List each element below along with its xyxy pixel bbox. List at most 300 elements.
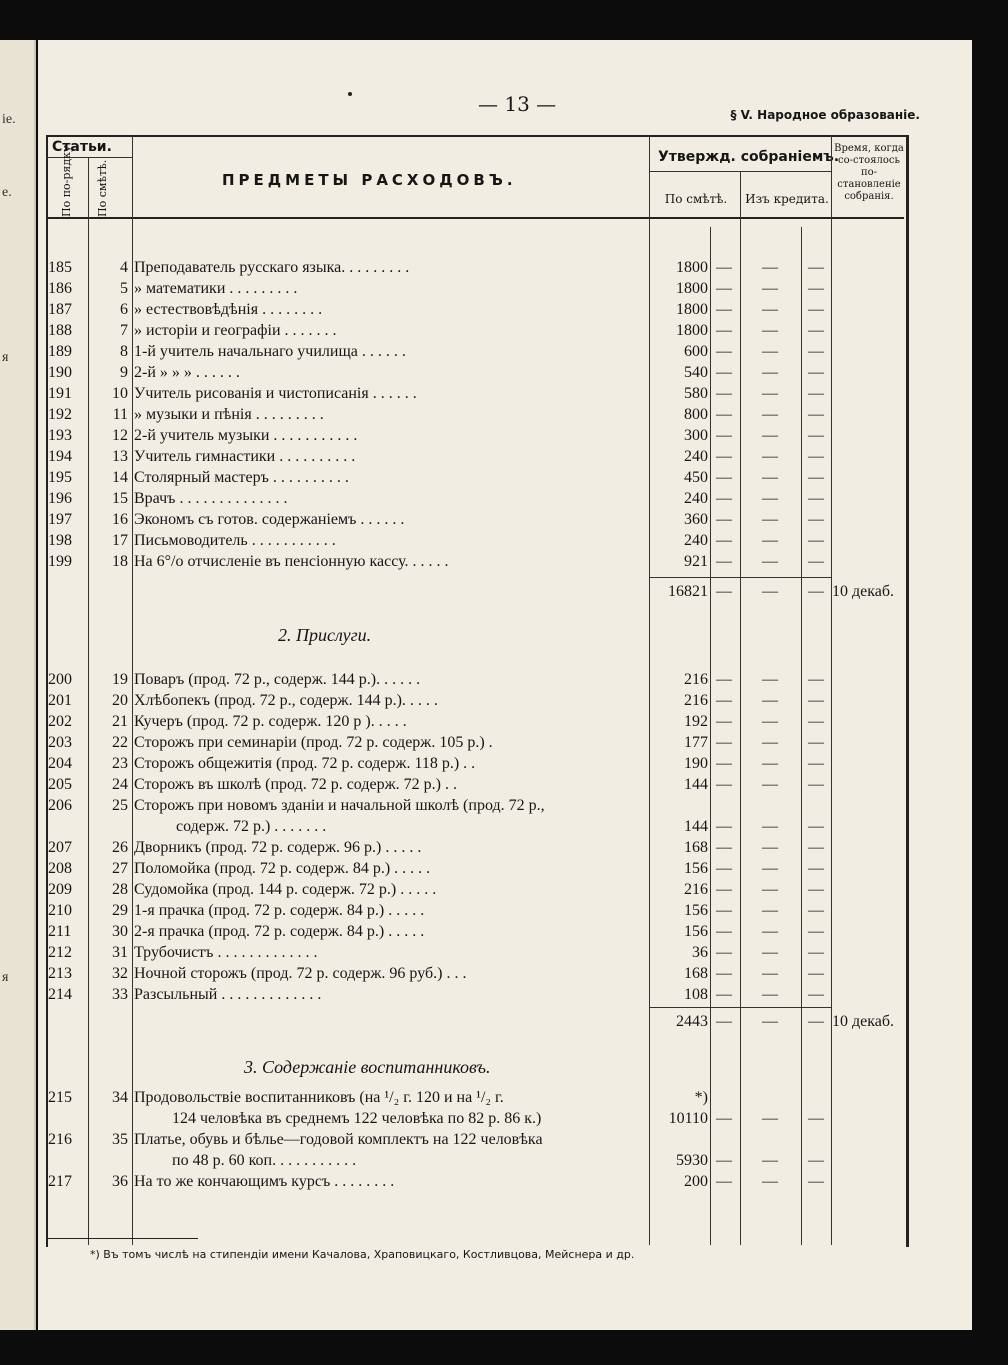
dash: — — [808, 860, 824, 877]
dash: — — [716, 965, 732, 982]
dash: — — [808, 902, 824, 919]
estimate-number: 31 — [112, 944, 128, 961]
amount: 216 — [684, 692, 708, 709]
item-number: 194 — [48, 448, 72, 465]
subtotal-amount: 16821 — [668, 583, 708, 600]
dash: — — [808, 1013, 824, 1030]
amount: 156 — [684, 923, 708, 940]
expense-table — [46, 135, 920, 1245]
estimate-number: 29 — [112, 902, 128, 919]
dash: — — [762, 364, 778, 381]
dash: — — [716, 713, 732, 730]
estimate-number: 9 — [120, 364, 128, 381]
left-page-fragment: іе. — [2, 112, 16, 127]
item-description: Письмоводитель . . . . . . . . . . . — [134, 532, 336, 549]
dash: — — [762, 944, 778, 961]
dash: — — [808, 839, 824, 856]
table-row — [46, 530, 904, 551]
adjacent-left-page — [0, 40, 36, 1330]
dash: — — [716, 881, 732, 898]
dash: — — [808, 734, 824, 751]
dash: — — [808, 553, 824, 570]
table-row — [46, 1087, 904, 1127]
dash: — — [716, 902, 732, 919]
item-description: Разсыльный . . . . . . . . . . . . . — [134, 986, 322, 1003]
item-description: Сторожъ при новомъ зданіи и начальной школѣ (прод. 72 р., — [134, 797, 545, 814]
table-row — [46, 257, 904, 278]
amount: 144 — [684, 776, 708, 793]
amount: 921 — [684, 553, 708, 570]
item-number: 187 — [48, 301, 72, 318]
item-number: 215 — [48, 1089, 72, 1106]
estimate-number: 24 — [112, 776, 128, 793]
amount: 1800 — [676, 280, 708, 297]
item-number: 188 — [48, 322, 72, 339]
estimate-number: 22 — [112, 734, 128, 751]
decision-date: 10 декаб. — [832, 583, 895, 600]
dash: — — [808, 322, 824, 339]
table-row — [46, 278, 904, 299]
table-row — [46, 299, 904, 320]
item-number: 196 — [48, 490, 72, 507]
item-description: 2-я прачка (прод. 72 р. содерж. 84 р.) . . . . . — [134, 923, 425, 940]
dash: — — [808, 713, 824, 730]
estimate-number: 12 — [112, 427, 128, 444]
item-number: 209 — [48, 881, 72, 898]
decision-date: 10 декаб. — [832, 1013, 895, 1030]
header-divider — [46, 157, 132, 158]
dash: — — [762, 490, 778, 507]
estimate-number: 23 — [112, 755, 128, 772]
table-row — [46, 774, 904, 795]
item-number: 208 — [48, 860, 72, 877]
dash: — — [762, 1173, 778, 1190]
dash: — — [716, 671, 732, 688]
item-number: 212 — [48, 944, 72, 961]
dash: — — [762, 713, 778, 730]
subtotal-amount: 2443 — [676, 1013, 708, 1030]
item-number: 195 — [48, 469, 72, 486]
item-number: 185 — [48, 259, 72, 276]
table-row — [46, 942, 904, 963]
subtotal-row — [46, 581, 904, 602]
estimate-number: 33 — [112, 986, 128, 1003]
section-heading: 2. Прислуги. — [278, 625, 372, 645]
dash: — — [808, 881, 824, 898]
item-description: Продовольствіе воспитанниковъ (на ¹/₂ г. 120 и на ¹/₂ г. — [134, 1089, 504, 1106]
dash: — — [716, 385, 732, 402]
amount: 156 — [684, 860, 708, 877]
table-row — [46, 488, 904, 509]
dash: — — [762, 280, 778, 297]
dash: — — [716, 427, 732, 444]
table-row — [46, 753, 904, 774]
item-description: На 6°/о отчисленіе въ пенсіонную кассу. . . . . . — [134, 553, 449, 570]
item-number: 211 — [48, 923, 72, 940]
dash: — — [716, 944, 732, 961]
item-description: Поломойка (прод. 72 р. содерж. 84 р.) . . . . . — [134, 860, 431, 877]
amount: 216 — [684, 671, 708, 688]
item-description: Учитель гимнастики . . . . . . . . . . — [134, 448, 356, 465]
item-description: Кучеръ (прод. 72 р. содерж. 120 р ). . . . . — [134, 713, 407, 730]
header-subjects: ПРЕДМЕТЫ РАСХОДОВЪ. — [222, 171, 517, 189]
amount: 1800 — [676, 259, 708, 276]
estimate-number: 8 — [120, 343, 128, 360]
dash: — — [762, 734, 778, 751]
header-col-order: По по-рядку — [60, 145, 73, 217]
item-description: » исторіи и географіи . . . . . . . — [134, 322, 337, 339]
item-number: 210 — [48, 902, 72, 919]
dash: — — [762, 692, 778, 709]
dash: — — [716, 322, 732, 339]
left-page-fragment: я — [2, 350, 9, 365]
item-description: Сторожъ въ школѣ (прод. 72 р. содерж. 72 р.) . . — [134, 776, 457, 793]
item-number: 207 — [48, 839, 72, 856]
subtotal-rule — [649, 1007, 831, 1008]
dash: — — [808, 406, 824, 423]
item-description: Судомойка (прод. 144 р. содерж. 72 р.) . . . . . — [134, 881, 437, 898]
table-row — [46, 837, 904, 858]
estimate-number: 14 — [112, 469, 128, 486]
estimate-number: 25 — [112, 797, 128, 814]
footnote-rule — [46, 1238, 198, 1239]
estimate-number: 10 — [112, 385, 128, 402]
section-title: § V. Народное образованіе. — [730, 108, 920, 122]
estimate-number: 7 — [120, 322, 128, 339]
dash: — — [762, 301, 778, 318]
table-row — [46, 383, 904, 404]
estimate-number: 15 — [112, 490, 128, 507]
item-description: Сторожъ общежитія (прод. 72 р. содерж. 118 р.) . . — [134, 755, 476, 772]
item-description-cont: содерж. 72 р.) . . . . . . . — [176, 818, 327, 835]
dash: — — [808, 986, 824, 1003]
dash: — — [808, 1110, 824, 1127]
estimate-number: 27 — [112, 860, 128, 877]
item-description: Дворникъ (прод. 72 р. содерж. 96 р.) . . . . . — [134, 839, 422, 856]
table-row — [46, 446, 904, 467]
amount: 108 — [684, 986, 708, 1003]
item-description: Поваръ (прод. 72 р., содерж. 144 р.). . . . . . — [134, 671, 421, 688]
amount: 450 — [684, 469, 708, 486]
dash: — — [716, 532, 732, 549]
dash: — — [762, 1152, 778, 1169]
left-page-fragment: е. — [2, 185, 12, 200]
item-description: Учитель рисованія и чистописанія . . . . . . — [134, 385, 417, 402]
item-description: Столярный мастеръ . . . . . . . . . . — [134, 469, 349, 486]
estimate-number: 32 — [112, 965, 128, 982]
dash: — — [762, 839, 778, 856]
table-row — [46, 711, 904, 732]
item-number: 205 — [48, 776, 72, 793]
dash: — — [762, 818, 778, 835]
dash: — — [808, 343, 824, 360]
dash: — — [716, 755, 732, 772]
estimate-number: 18 — [112, 553, 128, 570]
table-row — [46, 669, 904, 690]
estimate-number: 13 — [112, 448, 128, 465]
table-row — [46, 551, 904, 572]
estimate-number: 34 — [112, 1089, 128, 1106]
table-row — [46, 795, 904, 835]
estimate-number: 16 — [112, 511, 128, 528]
dash: — — [716, 511, 732, 528]
table-row — [46, 732, 904, 753]
item-description: Преподаватель русскаго языка. . . . . . . . . — [134, 259, 410, 276]
amount: 1800 — [676, 301, 708, 318]
item-description: 2-й учитель музыки . . . . . . . . . . . — [134, 427, 358, 444]
dash: — — [808, 1173, 824, 1190]
dash: — — [716, 818, 732, 835]
item-description-cont: по 48 р. 60 коп. . . . . . . . . . . — [172, 1152, 357, 1169]
table-row — [46, 509, 904, 530]
item-number: 192 — [48, 406, 72, 423]
dash: — — [808, 259, 824, 276]
item-description-cont: 124 человѣка въ среднемъ 122 человѣка по 82 р. 86 к.) — [172, 1110, 542, 1127]
estimate-number: 5 — [120, 280, 128, 297]
dash: — — [716, 776, 732, 793]
estimate-number: 4 — [120, 259, 128, 276]
dash: — — [808, 469, 824, 486]
dash: — — [762, 923, 778, 940]
item-number: 214 — [48, 986, 72, 1003]
table-row — [46, 404, 904, 425]
table-row — [46, 879, 904, 900]
subtotal-row — [46, 1011, 904, 1032]
dash: — — [808, 427, 824, 444]
item-number: 200 — [48, 671, 72, 688]
estimate-number: 26 — [112, 839, 128, 856]
amount: 600 — [684, 343, 708, 360]
dash: — — [716, 1110, 732, 1127]
dash: — — [808, 364, 824, 381]
item-description: На то же кончающимъ курсъ . . . . . . . . — [134, 1173, 395, 1190]
header-bottom-rule — [46, 217, 904, 219]
item-description: Трубочистъ . . . . . . . . . . . . . — [134, 944, 318, 961]
dash: — — [716, 280, 732, 297]
amount: 168 — [684, 839, 708, 856]
document-page — [38, 40, 972, 1330]
section-heading: 3. Содержаніе воспитанниковъ. — [244, 1057, 491, 1077]
dash: — — [716, 923, 732, 940]
amount: 360 — [684, 511, 708, 528]
amount: 200 — [684, 1173, 708, 1190]
dash: — — [716, 406, 732, 423]
estimate-number: 6 — [120, 301, 128, 318]
page-number: — 13 — — [478, 92, 557, 116]
dash: — — [762, 427, 778, 444]
dash: — — [808, 1152, 824, 1169]
table-row — [46, 362, 904, 383]
dash: — — [762, 965, 778, 982]
dash: — — [716, 860, 732, 877]
item-description: 2-й » » » . . . . . . — [134, 364, 240, 381]
item-description: » математики . . . . . . . . . — [134, 280, 298, 297]
dash: — — [716, 1152, 732, 1169]
dash: — — [762, 553, 778, 570]
estimate-number: 21 — [112, 713, 128, 730]
dash: — — [808, 923, 824, 940]
amount: 177 — [684, 734, 708, 751]
item-number: 197 — [48, 511, 72, 528]
amount: 168 — [684, 965, 708, 982]
item-description: Сторожъ при семинаріи (прод. 72 р. содерж. 105 р.) . — [134, 734, 493, 751]
dash: — — [762, 671, 778, 688]
table-row — [46, 1171, 904, 1192]
dash: — — [716, 469, 732, 486]
item-description: Врачъ . . . . . . . . . . . . . . — [134, 490, 288, 507]
dash: — — [716, 448, 732, 465]
dash: — — [716, 259, 732, 276]
dash: — — [762, 881, 778, 898]
dash: — — [762, 343, 778, 360]
header-articles: Статьи. — [52, 139, 112, 155]
table-row — [46, 467, 904, 488]
dash: — — [762, 259, 778, 276]
dash: — — [808, 532, 824, 549]
table-row — [46, 858, 904, 879]
amount: 10110 — [668, 1110, 708, 1127]
left-page-fragment: я — [2, 970, 9, 985]
dash: — — [716, 301, 732, 318]
dash: — — [808, 692, 824, 709]
amount: 540 — [684, 364, 708, 381]
header-approved: Утвержд. собраніемъ. — [658, 149, 840, 165]
dash: — — [716, 553, 732, 570]
dash: — — [808, 301, 824, 318]
table-row — [46, 320, 904, 341]
dash: — — [762, 322, 778, 339]
item-number: 199 — [48, 553, 72, 570]
estimate-number: 20 — [112, 692, 128, 709]
dash: — — [716, 986, 732, 1003]
table-row — [46, 690, 904, 711]
footnote-mark: *) — [694, 1089, 708, 1106]
table-row — [46, 341, 904, 362]
dash: — — [808, 944, 824, 961]
estimate-number: 36 — [112, 1173, 128, 1190]
dash: — — [762, 406, 778, 423]
table-row — [46, 900, 904, 921]
header-by-estimate: По смѣтѣ. — [664, 192, 728, 206]
item-number: 216 — [48, 1131, 72, 1148]
dash: — — [808, 755, 824, 772]
amount: 240 — [684, 490, 708, 507]
dash: — — [762, 755, 778, 772]
subtotal-rule — [649, 577, 831, 578]
footnote: *) Въ томъ числѣ на стипендіи имени Качалова, Храповицкаго, Костливцова, Мейснера и др. — [90, 1248, 635, 1261]
dash: — — [716, 1173, 732, 1190]
dash: — — [808, 511, 824, 528]
item-number: 189 — [48, 343, 72, 360]
item-description: Экономъ съ готов. содержаніемъ . . . . . . — [134, 511, 405, 528]
dash: — — [716, 734, 732, 751]
dash: — — [808, 385, 824, 402]
amount: 580 — [684, 385, 708, 402]
amount: 240 — [684, 448, 708, 465]
amount: 192 — [684, 713, 708, 730]
dash: — — [716, 839, 732, 856]
dash: — — [762, 448, 778, 465]
amount: 216 — [684, 881, 708, 898]
item-number: 204 — [48, 755, 72, 772]
dash: — — [716, 364, 732, 381]
dash: — — [762, 532, 778, 549]
item-description: 1-й учитель начальнаго училища . . . . . . — [134, 343, 406, 360]
amount: 1800 — [676, 322, 708, 339]
table-row — [46, 963, 904, 984]
dash: — — [808, 965, 824, 982]
item-number: 201 — [48, 692, 72, 709]
table-row — [46, 984, 904, 1005]
item-number: 198 — [48, 532, 72, 549]
header-col-estimate: По смѣтѣ. — [96, 159, 109, 217]
dash: — — [808, 448, 824, 465]
estimate-number: 19 — [112, 671, 128, 688]
header-time: Время, когда со-стоялось по-становленіе собранія. — [834, 143, 904, 202]
item-number: 186 — [48, 280, 72, 297]
dash: — — [762, 776, 778, 793]
table-row — [46, 1129, 904, 1169]
item-number: 203 — [48, 734, 72, 751]
dash: — — [762, 511, 778, 528]
estimate-number: 35 — [112, 1131, 128, 1148]
dash: — — [762, 860, 778, 877]
item-description: » музыки и пѣнія . . . . . . . . . — [134, 406, 324, 423]
estimate-number: 17 — [112, 532, 128, 549]
ink-dot — [348, 92, 352, 96]
amount: 36 — [692, 944, 708, 961]
dash: — — [762, 385, 778, 402]
item-description: Ночной сторожъ (прод. 72 р. содерж. 96 руб.) . . . — [134, 965, 467, 982]
dash: — — [716, 692, 732, 709]
dash: — — [762, 469, 778, 486]
item-description: 1-я прачка (прод. 72 р. содерж. 84 р.) . . . . . — [134, 902, 425, 919]
dash: — — [716, 583, 732, 600]
amount: 5930 — [676, 1152, 708, 1169]
amount: 190 — [684, 755, 708, 772]
item-description: Хлѣбопекъ (прод. 72 р., содерж. 144 р.). . . . . — [134, 692, 438, 709]
dash: — — [762, 1110, 778, 1127]
amount: 156 — [684, 902, 708, 919]
estimate-number: 11 — [112, 406, 128, 423]
amount: 144 — [684, 818, 708, 835]
dash: — — [762, 902, 778, 919]
header-from-credit: Изъ кредита. — [745, 192, 829, 206]
item-number: 191 — [48, 385, 72, 402]
amount: 300 — [684, 427, 708, 444]
item-description: Платье, обувь и бѣлье—годовой комплектъ на 122 человѣка — [134, 1131, 543, 1148]
item-number: 202 — [48, 713, 72, 730]
dash: — — [808, 818, 824, 835]
item-number: 193 — [48, 427, 72, 444]
item-number: 190 — [48, 364, 72, 381]
table-row — [46, 425, 904, 446]
dash: — — [808, 490, 824, 507]
item-number: 213 — [48, 965, 72, 982]
dash: — — [716, 343, 732, 360]
table-row — [46, 921, 904, 942]
item-number: 206 — [48, 797, 72, 814]
amount: 240 — [684, 532, 708, 549]
amount: 800 — [684, 406, 708, 423]
dash: — — [716, 490, 732, 507]
dash: — — [808, 583, 824, 600]
estimate-number: 28 — [112, 881, 128, 898]
item-description: » естествовѣдѣнія . . . . . . . . — [134, 301, 323, 318]
dash: — — [808, 671, 824, 688]
dash: — — [716, 1013, 732, 1030]
dash: — — [808, 776, 824, 793]
